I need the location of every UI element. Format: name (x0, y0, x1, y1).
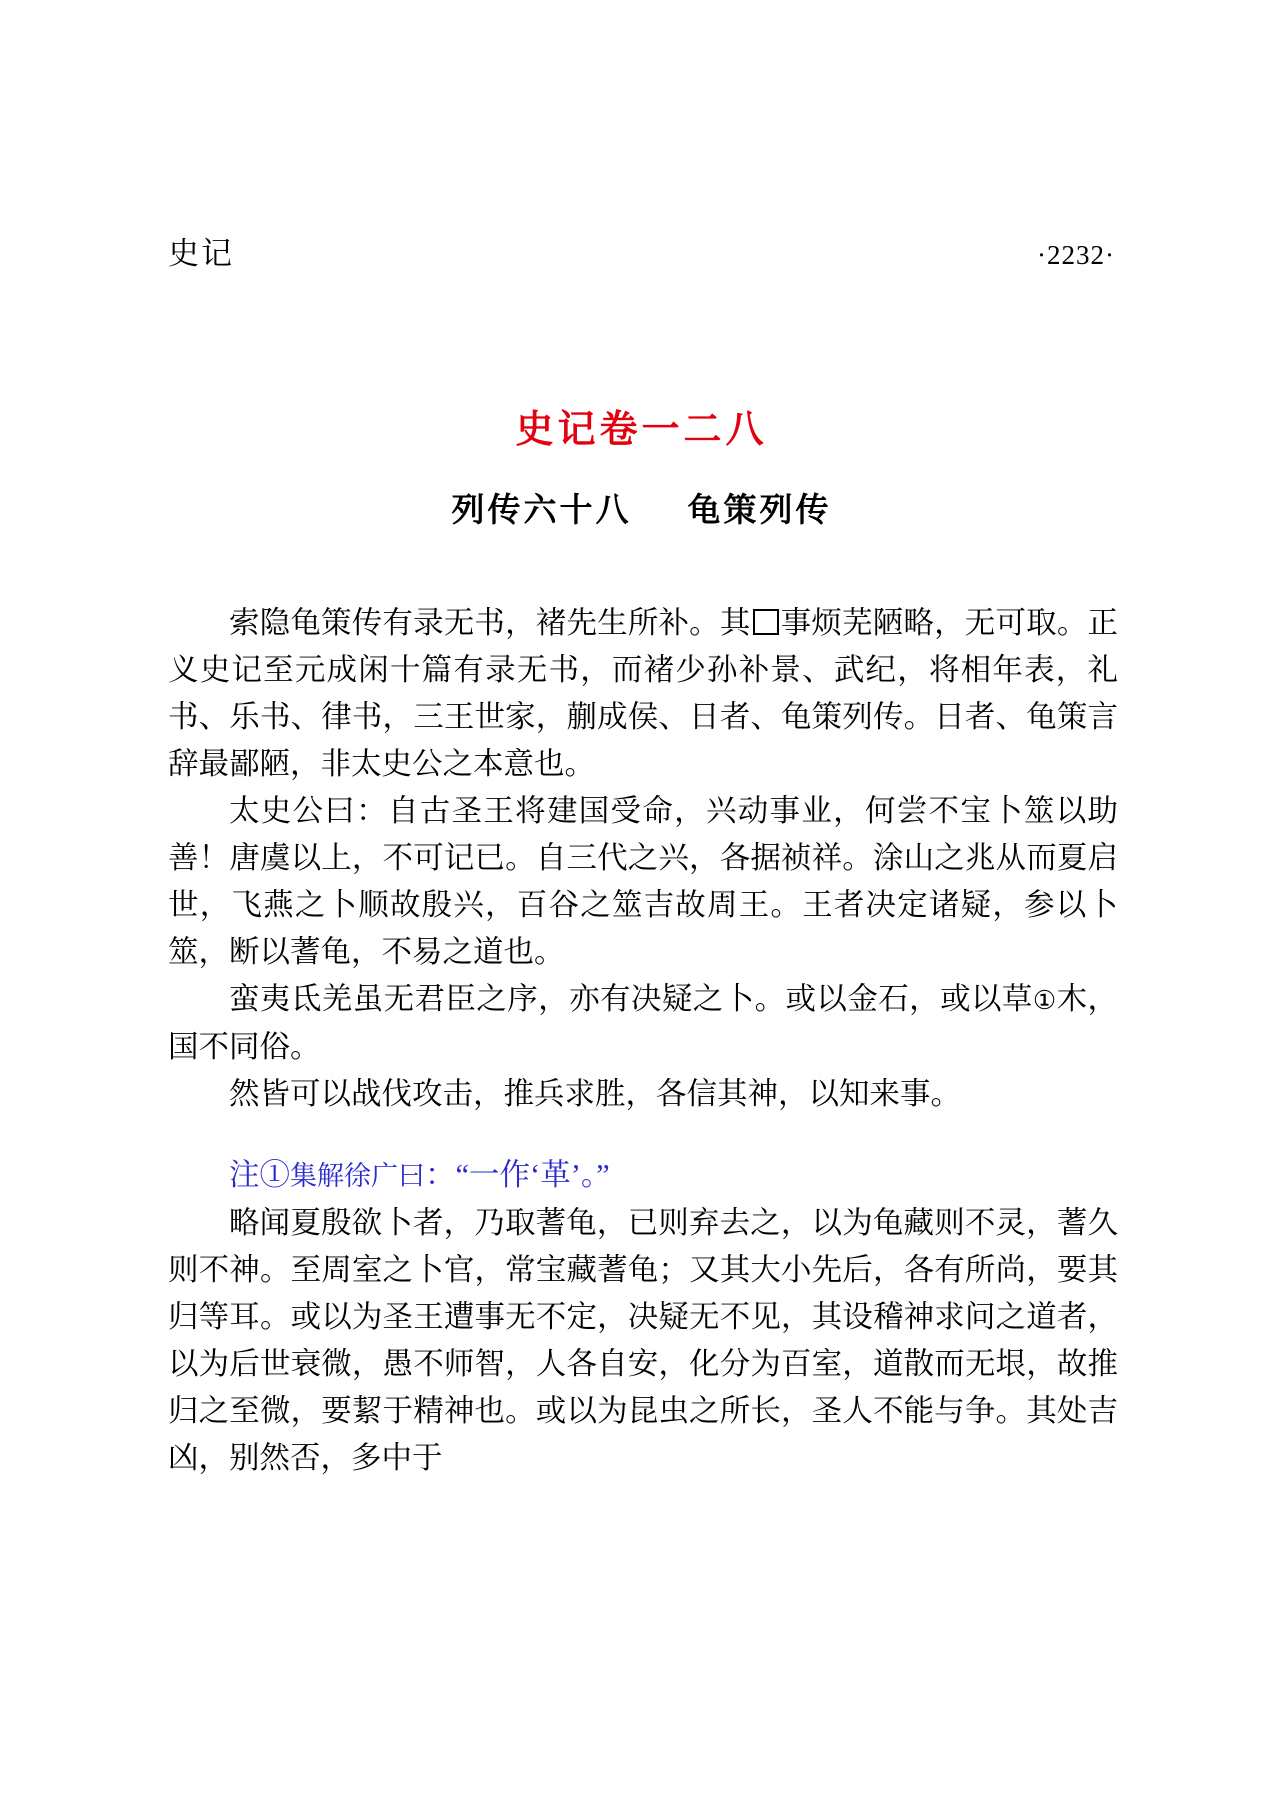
subtitle-right: 龟策列传 (687, 490, 832, 529)
body-content (168, 600, 1118, 1482)
page-header (168, 228, 1115, 272)
paragraph-5: 略闻夏殷欲卜者，乃取蓍龟，已则弃去之，以为龟藏则不灵，蓍久则不神。至周室之卜官，常宝藏蓍龟；又其大小先后，各有所尚，要其归等耳。或以为圣王遭事无不定，决疑无不见，其设稽神求问之道者，以为后世衰微，愚不师智，人各自安，化分为百室，道散而无垠，故推归之至微，要絜于精神也。或以为昆虫之所长，圣人不能与争。其处吉凶，别然否，多中于 (168, 1206, 1118, 1475)
annotation-text: ：“一作‘革’。” (425, 1158, 610, 1192)
paragraph-1-part-a: 索隐龟策传有录无书，褚先生所补。其 (229, 606, 751, 640)
paragraph-1 (168, 600, 1118, 788)
paragraph-3-part-b: 木，国不同俗。 (168, 982, 1119, 1064)
missing-character-box (753, 609, 779, 635)
paragraph-3 (168, 976, 1118, 1071)
page-number: ·2232· (1037, 240, 1115, 270)
footnote-marker-1: ① (1032, 986, 1057, 1015)
annotation-source: 集解徐广曰 (290, 1161, 425, 1191)
paragraph-4: 然皆可以战伐攻击，推兵求胜，各信其神，以知来事。 (229, 1077, 961, 1111)
paragraph-3-part-a: 蛮夷氐羌虽无君臣之序，亦有决疑之卜。或以金石，或以草 (229, 982, 1033, 1016)
subtitle-left: 列传六十八 (451, 490, 632, 529)
annotation-label: 注① (229, 1158, 290, 1192)
chapter-title: 史记卷一二八 (515, 407, 768, 451)
paragraph-1-part-b: 事烦芜陋略，无可取。正义史记至元成闲十篇有录无书，而褚少孙补景、武纪，将相年表，礼书、乐书、律书，三王世家，蒯成侯、日者、龟策列传。日者、龟策言辞最鄙陋，非太史公之本意也。 (168, 606, 1119, 781)
running-head-title: 史记 (168, 236, 234, 271)
paragraph-2: 太史公曰：自古圣王将建国受命，兴动事业，何尝不宝卜筮以助善！唐虞以上，不可记已。自三代之兴，各据祯祥。涂山之兆从而夏启世，飞燕之卜顺故殷兴，百谷之筮吉故周王。王者决定诸疑，参以卜筮，断以蓍龟，不易之道也。 (168, 794, 1118, 969)
chapter-subtitle (0, 484, 1283, 531)
annotation-line (168, 1118, 1118, 1200)
